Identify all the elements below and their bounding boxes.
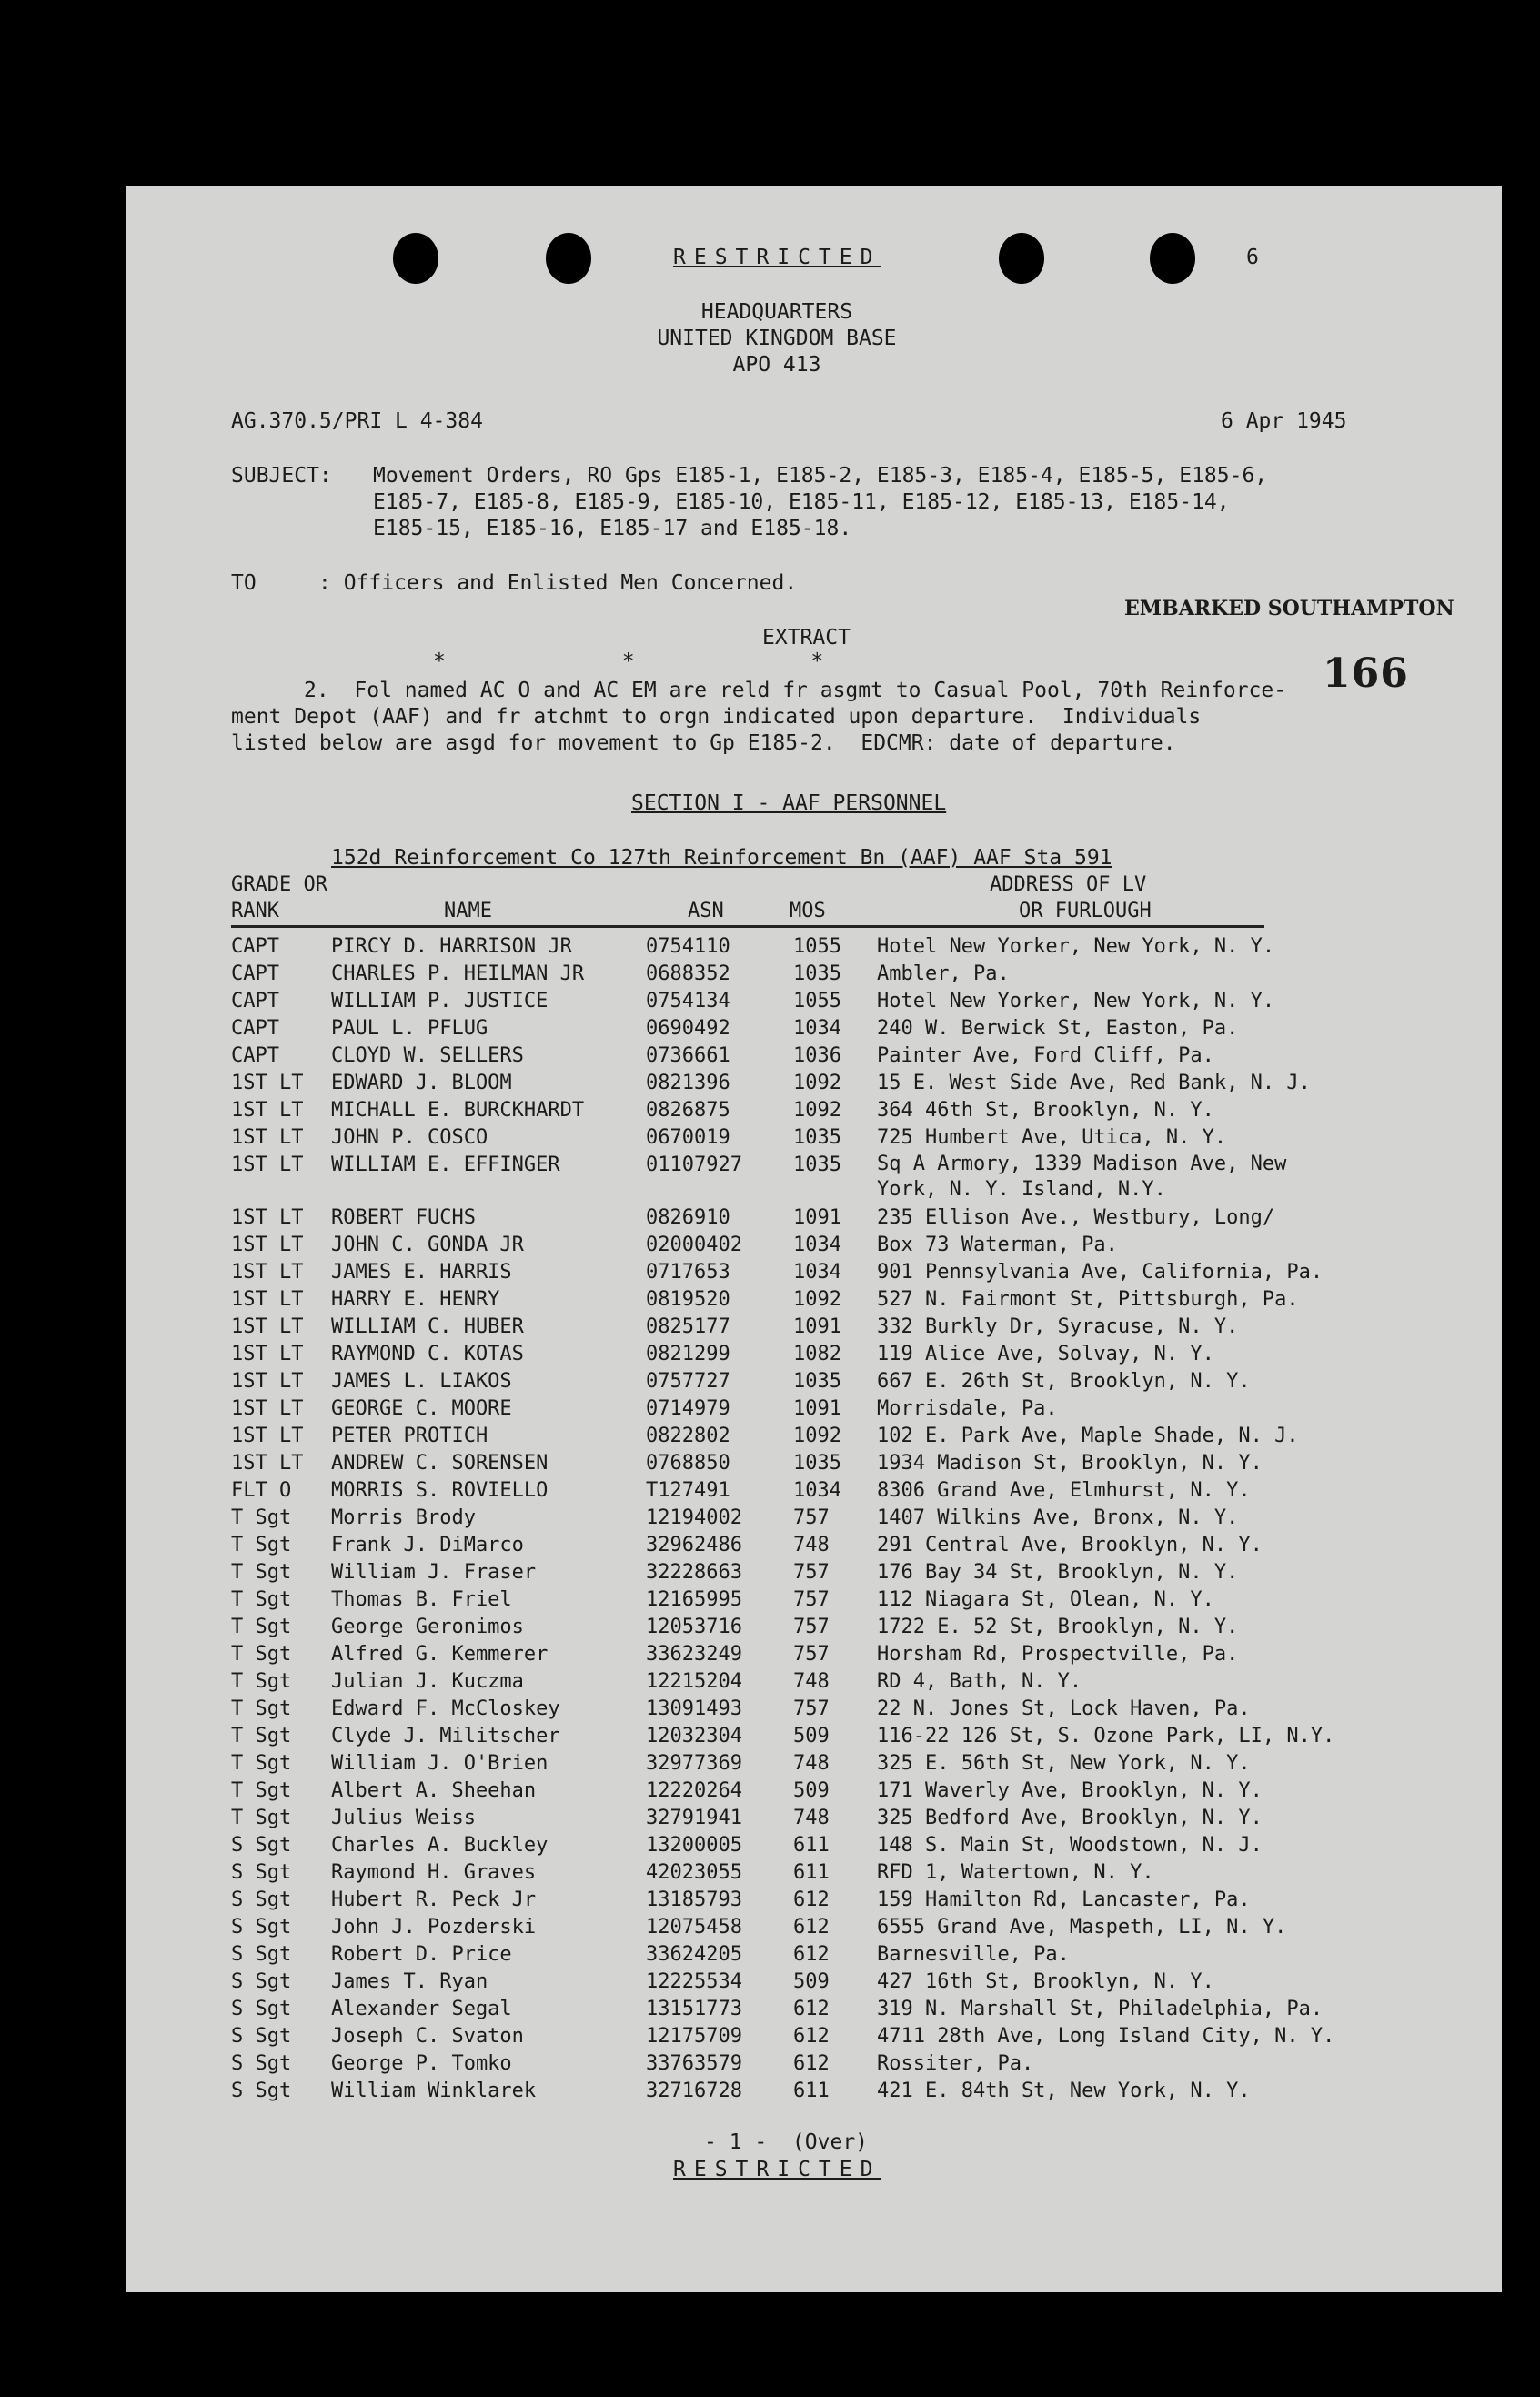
mos-cell: 611 <box>793 1834 830 1857</box>
table-row <box>126 2078 1502 2105</box>
asn-cell: 32716728 <box>646 2080 742 2102</box>
asn-cell: 0826875 <box>646 1099 730 1122</box>
grade-cell: 1ST LT <box>231 1126 304 1149</box>
paragraph-line-2: ment Depot (AAF) and fr atchmt to orgn indicated upon departure. Individuals <box>231 705 1202 729</box>
name-cell: Albert A. Sheehan <box>331 1779 537 1802</box>
table-row <box>126 1532 1502 1559</box>
stamp-number: 166 <box>1323 650 1409 697</box>
address-cell: 240 W. Berwick St, Easton, Pa. <box>877 1017 1239 1040</box>
table-row <box>126 1996 1502 2023</box>
grade-cell: T Sgt <box>231 1534 292 1556</box>
grade-cell: 1ST LT <box>231 1370 304 1393</box>
grade-cell: FLT O <box>231 1479 292 1502</box>
address-cell: Sq A Armory, 1339 Madison Ave, New York, N. Y. Island, N.Y. <box>877 1153 1287 1201</box>
asn-cell: 32962486 <box>646 1534 742 1556</box>
grade-cell: 1ST LT <box>231 1288 304 1311</box>
asn-cell: 0717653 <box>646 1261 730 1284</box>
mos-cell: 1055 <box>793 935 841 958</box>
grade-cell: S Sgt <box>231 1916 292 1939</box>
name-cell: WILLIAM P. JUSTICE <box>331 990 549 1012</box>
table-row <box>126 1887 1502 1914</box>
address-cell: 667 E. 26th St, Brooklyn, N. Y. <box>877 1370 1251 1393</box>
address-cell: Barnesville, Pa. <box>877 1943 1070 1966</box>
grade-cell: S Sgt <box>231 1970 292 1993</box>
name-cell: WILLIAM E. EFFINGER <box>331 1153 560 1176</box>
asn-cell: 32977369 <box>646 1752 742 1775</box>
mos-cell: 757 <box>793 1643 830 1666</box>
page-marker: 6 <box>1246 246 1259 269</box>
name-cell: Raymond H. Graves <box>331 1861 537 1884</box>
asn-cell: 0670019 <box>646 1126 730 1149</box>
asn-cell: 0754134 <box>646 990 730 1012</box>
table-row <box>126 1124 1502 1152</box>
grade-cell: 1ST LT <box>231 1452 304 1475</box>
org-line-3: APO 413 <box>732 353 821 377</box>
punch-hole <box>393 233 438 284</box>
mos-cell: 1091 <box>793 1397 841 1420</box>
address-cell: 148 S. Main St, Woodstown, N. J. <box>877 1834 1263 1857</box>
asn-cell: 33763579 <box>646 2052 742 2075</box>
asn-cell: 0757727 <box>646 1370 730 1393</box>
asn-cell: 01107927 <box>646 1153 742 1176</box>
grade-cell: T Sgt <box>231 1752 292 1775</box>
address-cell: 159 Hamilton Rd, Lancaster, Pa. <box>877 1888 1251 1911</box>
punch-hole <box>1150 233 1195 284</box>
table-row <box>126 2050 1502 2078</box>
asn-cell: 12220264 <box>646 1779 742 1802</box>
grade-cell: S Sgt <box>231 1943 292 1966</box>
asn-cell: 12075458 <box>646 1916 742 1939</box>
address-cell: RFD 1, Watertown, N. Y. <box>877 1861 1154 1884</box>
address-cell: 527 N. Fairmont St, Pittsburgh, Pa. <box>877 1288 1299 1311</box>
mos-cell: 611 <box>793 2080 830 2102</box>
address-cell: 112 Niagara St, Olean, N. Y. <box>877 1588 1214 1611</box>
address-cell: 235 Ellison Ave., Westbury, Long/ <box>877 1206 1275 1229</box>
header-rule <box>231 925 1264 928</box>
address-cell: Rossiter, Pa. <box>877 2052 1034 2075</box>
address-cell: 102 E. Park Ave, Maple Shade, N. J. <box>877 1425 1299 1447</box>
table-row <box>126 1314 1502 1341</box>
asn-cell: 32228663 <box>646 1561 742 1584</box>
section-title: SECTION I - AAF PERSONNEL <box>631 791 947 815</box>
address-cell: Horsham Rd, Prospectville, Pa. <box>877 1643 1239 1666</box>
grade-cell: T Sgt <box>231 1670 292 1693</box>
mos-cell: 611 <box>793 1861 830 1884</box>
name-cell: MICHALL E. BURCKHARDT <box>331 1099 585 1122</box>
grade-cell: S Sgt <box>231 2052 292 2075</box>
to-label: TO <box>231 571 257 595</box>
grade-cell: 1ST LT <box>231 1315 304 1338</box>
table-row <box>126 1641 1502 1668</box>
mos-cell: 612 <box>793 1943 830 1966</box>
subject-line-1: Movement Orders, RO Gps E185-1, E185-2, E185-3, E185-4, E185-5, E185-6, <box>373 464 1268 488</box>
column-header-grade-2: RANK <box>231 900 279 922</box>
table-row <box>126 1941 1502 1969</box>
unit-line: 152d Reinforcement Co 127th Reinforcement Bn (AAF) AAF Sta 591 <box>331 846 1112 870</box>
table-row <box>126 1750 1502 1778</box>
name-cell: Morris Brody <box>331 1506 476 1529</box>
grade-cell: CAPT <box>231 990 279 1012</box>
asn-cell: 33624205 <box>646 1943 742 1966</box>
mos-cell: 1036 <box>793 1044 841 1067</box>
address-cell: 15 E. West Side Ave, Red Bank, N. J. <box>877 1072 1311 1094</box>
personnel-table <box>126 933 1502 2105</box>
asterisk-separator: * * * <box>433 650 824 673</box>
address-cell: Hotel New Yorker, New York, N. Y. <box>877 935 1275 958</box>
name-cell: Clyde J. Militscher <box>331 1725 560 1747</box>
classification-top: RESTRICTED <box>673 246 881 269</box>
name-cell: Joseph C. Svaton <box>331 2025 524 2048</box>
asn-cell: 0826910 <box>646 1206 730 1229</box>
asn-cell: 13185793 <box>646 1888 742 1911</box>
name-cell: John J. Pozderski <box>331 1916 537 1939</box>
grade-cell: 1ST LT <box>231 1343 304 1365</box>
mos-cell: 757 <box>793 1506 830 1529</box>
table-row <box>126 1259 1502 1286</box>
address-cell: 291 Central Ave, Brooklyn, N. Y. <box>877 1534 1263 1556</box>
name-cell: PAUL L. PFLUG <box>331 1017 488 1040</box>
table-row <box>126 1696 1502 1723</box>
asn-cell: 0736661 <box>646 1044 730 1067</box>
name-cell: George Geronimos <box>331 1616 524 1638</box>
name-cell: JOHN C. GONDA JR <box>331 1234 524 1256</box>
name-cell: ROBERT FUCHS <box>331 1206 476 1229</box>
address-cell: 325 Bedford Ave, Brooklyn, N. Y. <box>877 1807 1263 1829</box>
address-cell: 176 Bay 34 St, Brooklyn, N. Y. <box>877 1561 1239 1584</box>
grade-cell: 1ST LT <box>231 1261 304 1284</box>
name-cell: EDWARD J. BLOOM <box>331 1072 512 1094</box>
address-cell: Ambler, Pa. <box>877 962 1010 985</box>
table-row <box>126 1042 1502 1070</box>
org-line-1: HEADQUARTERS <box>700 300 853 324</box>
mos-cell: 1055 <box>793 990 841 1012</box>
mos-cell: 1035 <box>793 1126 841 1149</box>
table-row <box>126 1559 1502 1586</box>
mos-cell: 1092 <box>793 1099 841 1122</box>
asn-cell: 02000402 <box>646 1234 742 1256</box>
grade-cell: S Sgt <box>231 1888 292 1911</box>
address-cell: 364 46th St, Brooklyn, N. Y. <box>877 1099 1214 1122</box>
mos-cell: 757 <box>793 1588 830 1611</box>
grade-cell: T Sgt <box>231 1643 292 1666</box>
grade-cell: 1ST LT <box>231 1425 304 1447</box>
mos-cell: 748 <box>793 1752 830 1775</box>
table-row <box>126 1723 1502 1750</box>
grade-cell: S Sgt <box>231 2080 292 2102</box>
asn-cell: 13151773 <box>646 1998 742 2020</box>
address-cell: 901 Pennsylvania Ave, California, Pa. <box>877 1261 1324 1284</box>
name-cell: Julius Weiss <box>331 1807 476 1829</box>
name-cell: ANDREW C. SORENSEN <box>331 1452 549 1475</box>
name-cell: WILLIAM C. HUBER <box>331 1315 524 1338</box>
name-cell: JAMES L. LIAKOS <box>331 1370 512 1393</box>
name-cell: PETER PROTICH <box>331 1425 488 1447</box>
address-cell: 8306 Grand Ave, Elmhurst, N. Y. <box>877 1479 1251 1502</box>
name-cell: HARRY E. HENRY <box>331 1288 500 1311</box>
address-cell: 725 Humbert Ave, Utica, N. Y. <box>877 1126 1227 1149</box>
grade-cell: CAPT <box>231 962 279 985</box>
address-cell: 119 Alice Ave, Solvay, N. Y. <box>877 1343 1214 1365</box>
address-cell: 171 Waverly Ave, Brooklyn, N. Y. <box>877 1779 1263 1802</box>
asn-cell: 12053716 <box>646 1616 742 1638</box>
name-cell: CLOYD W. SELLERS <box>331 1044 524 1067</box>
mos-cell: 1091 <box>793 1315 841 1338</box>
name-cell: CHARLES P. HEILMAN JR <box>331 962 585 985</box>
asn-cell: T127491 <box>646 1479 730 1502</box>
name-cell: Charles A. Buckley <box>331 1834 549 1857</box>
name-cell: William J. O'Brien <box>331 1752 549 1775</box>
mos-cell: 1034 <box>793 1017 841 1040</box>
asn-cell: 12215204 <box>646 1670 742 1693</box>
table-row <box>126 1614 1502 1641</box>
grade-cell: T Sgt <box>231 1697 292 1720</box>
page-number: - 1 - (Over) <box>704 2130 869 2154</box>
grade-cell: CAPT <box>231 1017 279 1040</box>
asn-cell: 33623249 <box>646 1643 742 1666</box>
table-row <box>126 1832 1502 1859</box>
table-row <box>126 1805 1502 1832</box>
grade-cell: T Sgt <box>231 1779 292 1802</box>
asn-cell: 12032304 <box>646 1725 742 1747</box>
document-page <box>126 186 1502 2292</box>
table-row <box>126 1070 1502 1097</box>
mos-cell: 757 <box>793 1561 830 1584</box>
name-cell: George P. Tomko <box>331 2052 512 2075</box>
column-header-address-1: ADDRESS OF LV <box>990 873 1147 896</box>
asn-cell: 0825177 <box>646 1315 730 1338</box>
asn-cell: 12194002 <box>646 1506 742 1529</box>
name-cell: Julian J. Kuczma <box>331 1670 524 1693</box>
mos-cell: 757 <box>793 1616 830 1638</box>
asn-cell: 0821396 <box>646 1072 730 1094</box>
mos-cell: 1035 <box>793 1370 841 1393</box>
extract-heading: EXTRACT <box>762 626 851 650</box>
address-cell: 4711 28th Ave, Long Island City, N. Y. <box>877 2025 1335 2048</box>
grade-cell: 1ST LT <box>231 1153 304 1176</box>
name-cell: James T. Ryan <box>331 1970 488 1993</box>
mos-cell: 1034 <box>793 1479 841 1502</box>
table-row <box>126 988 1502 1015</box>
table-row <box>126 1859 1502 1887</box>
name-cell: MORRIS S. ROVIELLO <box>331 1479 549 1502</box>
mos-cell: 1035 <box>793 1153 841 1176</box>
table-row <box>126 1969 1502 1996</box>
paragraph-line-1: 2. Fol named AC O and AC EM are reld fr asgmt to Casual Pool, 70th Reinforce- <box>304 679 1287 702</box>
table-row <box>126 1395 1502 1423</box>
asn-cell: 0714979 <box>646 1397 730 1420</box>
table-row <box>126 2023 1502 2050</box>
mos-cell: 509 <box>793 1779 830 1802</box>
grade-cell: 1ST LT <box>231 1206 304 1229</box>
table-row <box>126 1668 1502 1696</box>
asn-cell: 0690492 <box>646 1017 730 1040</box>
mos-cell: 612 <box>793 1998 830 2020</box>
asn-cell: 12165995 <box>646 1588 742 1611</box>
table-row <box>126 1778 1502 1805</box>
subject-line-2: E185-7, E185-8, E185-9, E185-10, E185-11, E185-12, E185-13, E185-14, <box>373 490 1230 514</box>
subject-label: SUBJECT: <box>231 464 332 488</box>
name-cell: JOHN P. COSCO <box>331 1126 488 1149</box>
address-cell: Hotel New Yorker, New York, N. Y. <box>877 990 1275 1012</box>
name-cell: GEORGE C. MOORE <box>331 1397 512 1420</box>
grade-cell: CAPT <box>231 935 279 958</box>
grade-cell: T Sgt <box>231 1506 292 1529</box>
asn-cell: 0821299 <box>646 1343 730 1365</box>
column-header-mos: MOS <box>790 900 826 922</box>
name-cell: Robert D. Price <box>331 1943 512 1966</box>
grade-cell: T Sgt <box>231 1588 292 1611</box>
table-row <box>126 933 1502 961</box>
grade-cell: 1ST LT <box>231 1099 304 1122</box>
asn-cell: 32791941 <box>646 1807 742 1829</box>
document-date: 6 Apr 1945 <box>1221 409 1347 433</box>
asn-cell: 12175709 <box>646 2025 742 2048</box>
asn-cell: 12225534 <box>646 1970 742 1993</box>
table-row <box>126 1152 1502 1204</box>
asn-cell: 0822802 <box>646 1425 730 1447</box>
classification-bottom: RESTRICTED <box>673 2158 881 2181</box>
name-cell: RAYMOND C. KOTAS <box>331 1343 524 1365</box>
table-row <box>126 1423 1502 1450</box>
grade-cell: 1ST LT <box>231 1397 304 1420</box>
grade-cell: T Sgt <box>231 1561 292 1584</box>
grade-cell: CAPT <box>231 1044 279 1067</box>
address-cell: 22 N. Jones St, Lock Haven, Pa. <box>877 1697 1251 1720</box>
table-row <box>126 1286 1502 1314</box>
name-cell: Frank J. DiMarco <box>331 1534 524 1556</box>
column-header-address-2: OR FURLOUGH <box>1019 900 1152 922</box>
grade-cell: 1ST LT <box>231 1072 304 1094</box>
embarked-stamp: EMBARKED SOUTHAMPTON <box>1124 597 1454 620</box>
mos-cell: 612 <box>793 1888 830 1911</box>
mos-cell: 612 <box>793 2052 830 2075</box>
mos-cell: 1034 <box>793 1261 841 1284</box>
punch-hole <box>999 233 1044 284</box>
mos-cell: 612 <box>793 1916 830 1939</box>
asn-cell: 13091493 <box>646 1697 742 1720</box>
file-reference: AG.370.5/PRI L 4-384 <box>231 409 483 433</box>
grade-cell: S Sgt <box>231 1834 292 1857</box>
table-row <box>126 1097 1502 1124</box>
asn-cell: 0688352 <box>646 962 730 985</box>
name-cell: Alfred G. Kemmerer <box>331 1643 549 1666</box>
name-cell: JAMES E. HARRIS <box>331 1261 512 1284</box>
mos-cell: 1091 <box>793 1206 841 1229</box>
org-line-2: UNITED KINGDOM BASE <box>657 327 897 350</box>
grade-cell: S Sgt <box>231 1861 292 1884</box>
address-cell: Morrisdale, Pa. <box>877 1397 1058 1420</box>
table-row <box>126 1368 1502 1395</box>
column-header-grade-1: GRADE OR <box>231 873 327 896</box>
address-cell: 332 Burkly Dr, Syracuse, N. Y. <box>877 1315 1239 1338</box>
grade-cell: 1ST LT <box>231 1234 304 1256</box>
name-cell: William J. Fraser <box>331 1561 537 1584</box>
mos-cell: 1092 <box>793 1072 841 1094</box>
name-cell: William Winklarek <box>331 2080 537 2102</box>
mos-cell: 1035 <box>793 1452 841 1475</box>
address-cell: 325 E. 56th St, New York, N. Y. <box>877 1752 1251 1775</box>
address-cell: Painter Ave, Ford Cliff, Pa. <box>877 1044 1214 1067</box>
address-cell: 1934 Madison St, Brooklyn, N. Y. <box>877 1452 1263 1475</box>
paragraph-line-3: listed below are asgd for movement to Gp E185-2. EDCMR: date of departure. <box>231 731 1176 755</box>
table-row <box>126 1477 1502 1505</box>
asn-cell: 0754110 <box>646 935 730 958</box>
mos-cell: 1092 <box>793 1288 841 1311</box>
mos-cell: 1092 <box>793 1425 841 1447</box>
mos-cell: 1034 <box>793 1234 841 1256</box>
mos-cell: 757 <box>793 1697 830 1720</box>
column-header-asn: ASN <box>688 900 724 922</box>
address-cell: 1407 Wilkins Ave, Bronx, N. Y. <box>877 1506 1239 1529</box>
name-cell: PIRCY D. HARRISON JR <box>331 935 572 958</box>
grade-cell: S Sgt <box>231 2025 292 2048</box>
asn-cell: 0768850 <box>646 1452 730 1475</box>
address-cell: 1722 E. 52 St, Brooklyn, N. Y. <box>877 1616 1239 1638</box>
address-cell: 427 16th St, Brooklyn, N. Y. <box>877 1970 1214 1993</box>
to-text: : Officers and Enlisted Men Concerned. <box>318 571 798 595</box>
name-cell: Hubert R. Peck Jr <box>331 1888 537 1911</box>
mos-cell: 748 <box>793 1534 830 1556</box>
name-cell: Thomas B. Friel <box>331 1588 512 1611</box>
mos-cell: 1082 <box>793 1343 841 1365</box>
mos-cell: 1035 <box>793 962 841 985</box>
address-cell: 319 N. Marshall St, Philadelphia, Pa. <box>877 1998 1324 2020</box>
table-row <box>126 961 1502 988</box>
punch-hole <box>546 233 591 284</box>
grade-cell: T Sgt <box>231 1725 292 1747</box>
mos-cell: 612 <box>793 2025 830 2048</box>
grade-cell: S Sgt <box>231 1998 292 2020</box>
asn-cell: 0819520 <box>646 1288 730 1311</box>
address-cell: Box 73 Waterman, Pa. <box>877 1234 1118 1256</box>
address-cell: 421 E. 84th St, New York, N. Y. <box>877 2080 1251 2102</box>
address-cell: 116-22 126 St, S. Ozone Park, LI, N.Y. <box>877 1725 1335 1747</box>
table-row <box>126 1015 1502 1042</box>
table-row <box>126 1505 1502 1532</box>
mos-cell: 748 <box>793 1807 830 1829</box>
subject-line-3: E185-15, E185-16, E185-17 and E185-18. <box>373 517 852 540</box>
mos-cell: 748 <box>793 1670 830 1693</box>
grade-cell: T Sgt <box>231 1807 292 1829</box>
asn-cell: 42023055 <box>646 1861 742 1884</box>
table-row <box>126 1232 1502 1259</box>
grade-cell: T Sgt <box>231 1616 292 1638</box>
address-cell: 6555 Grand Ave, Maspeth, LI, N. Y. <box>877 1916 1287 1939</box>
table-row <box>126 1914 1502 1941</box>
mos-cell: 509 <box>793 1725 830 1747</box>
asn-cell: 13200005 <box>646 1834 742 1857</box>
table-row <box>126 1204 1502 1232</box>
table-row <box>126 1586 1502 1614</box>
table-row <box>126 1450 1502 1477</box>
name-cell: Edward F. McCloskey <box>331 1697 560 1720</box>
column-header-name: NAME <box>444 900 492 922</box>
address-cell: RD 4, Bath, N. Y. <box>877 1670 1082 1693</box>
mos-cell: 509 <box>793 1970 830 1993</box>
table-row <box>126 1341 1502 1368</box>
name-cell: Alexander Segal <box>331 1998 512 2020</box>
